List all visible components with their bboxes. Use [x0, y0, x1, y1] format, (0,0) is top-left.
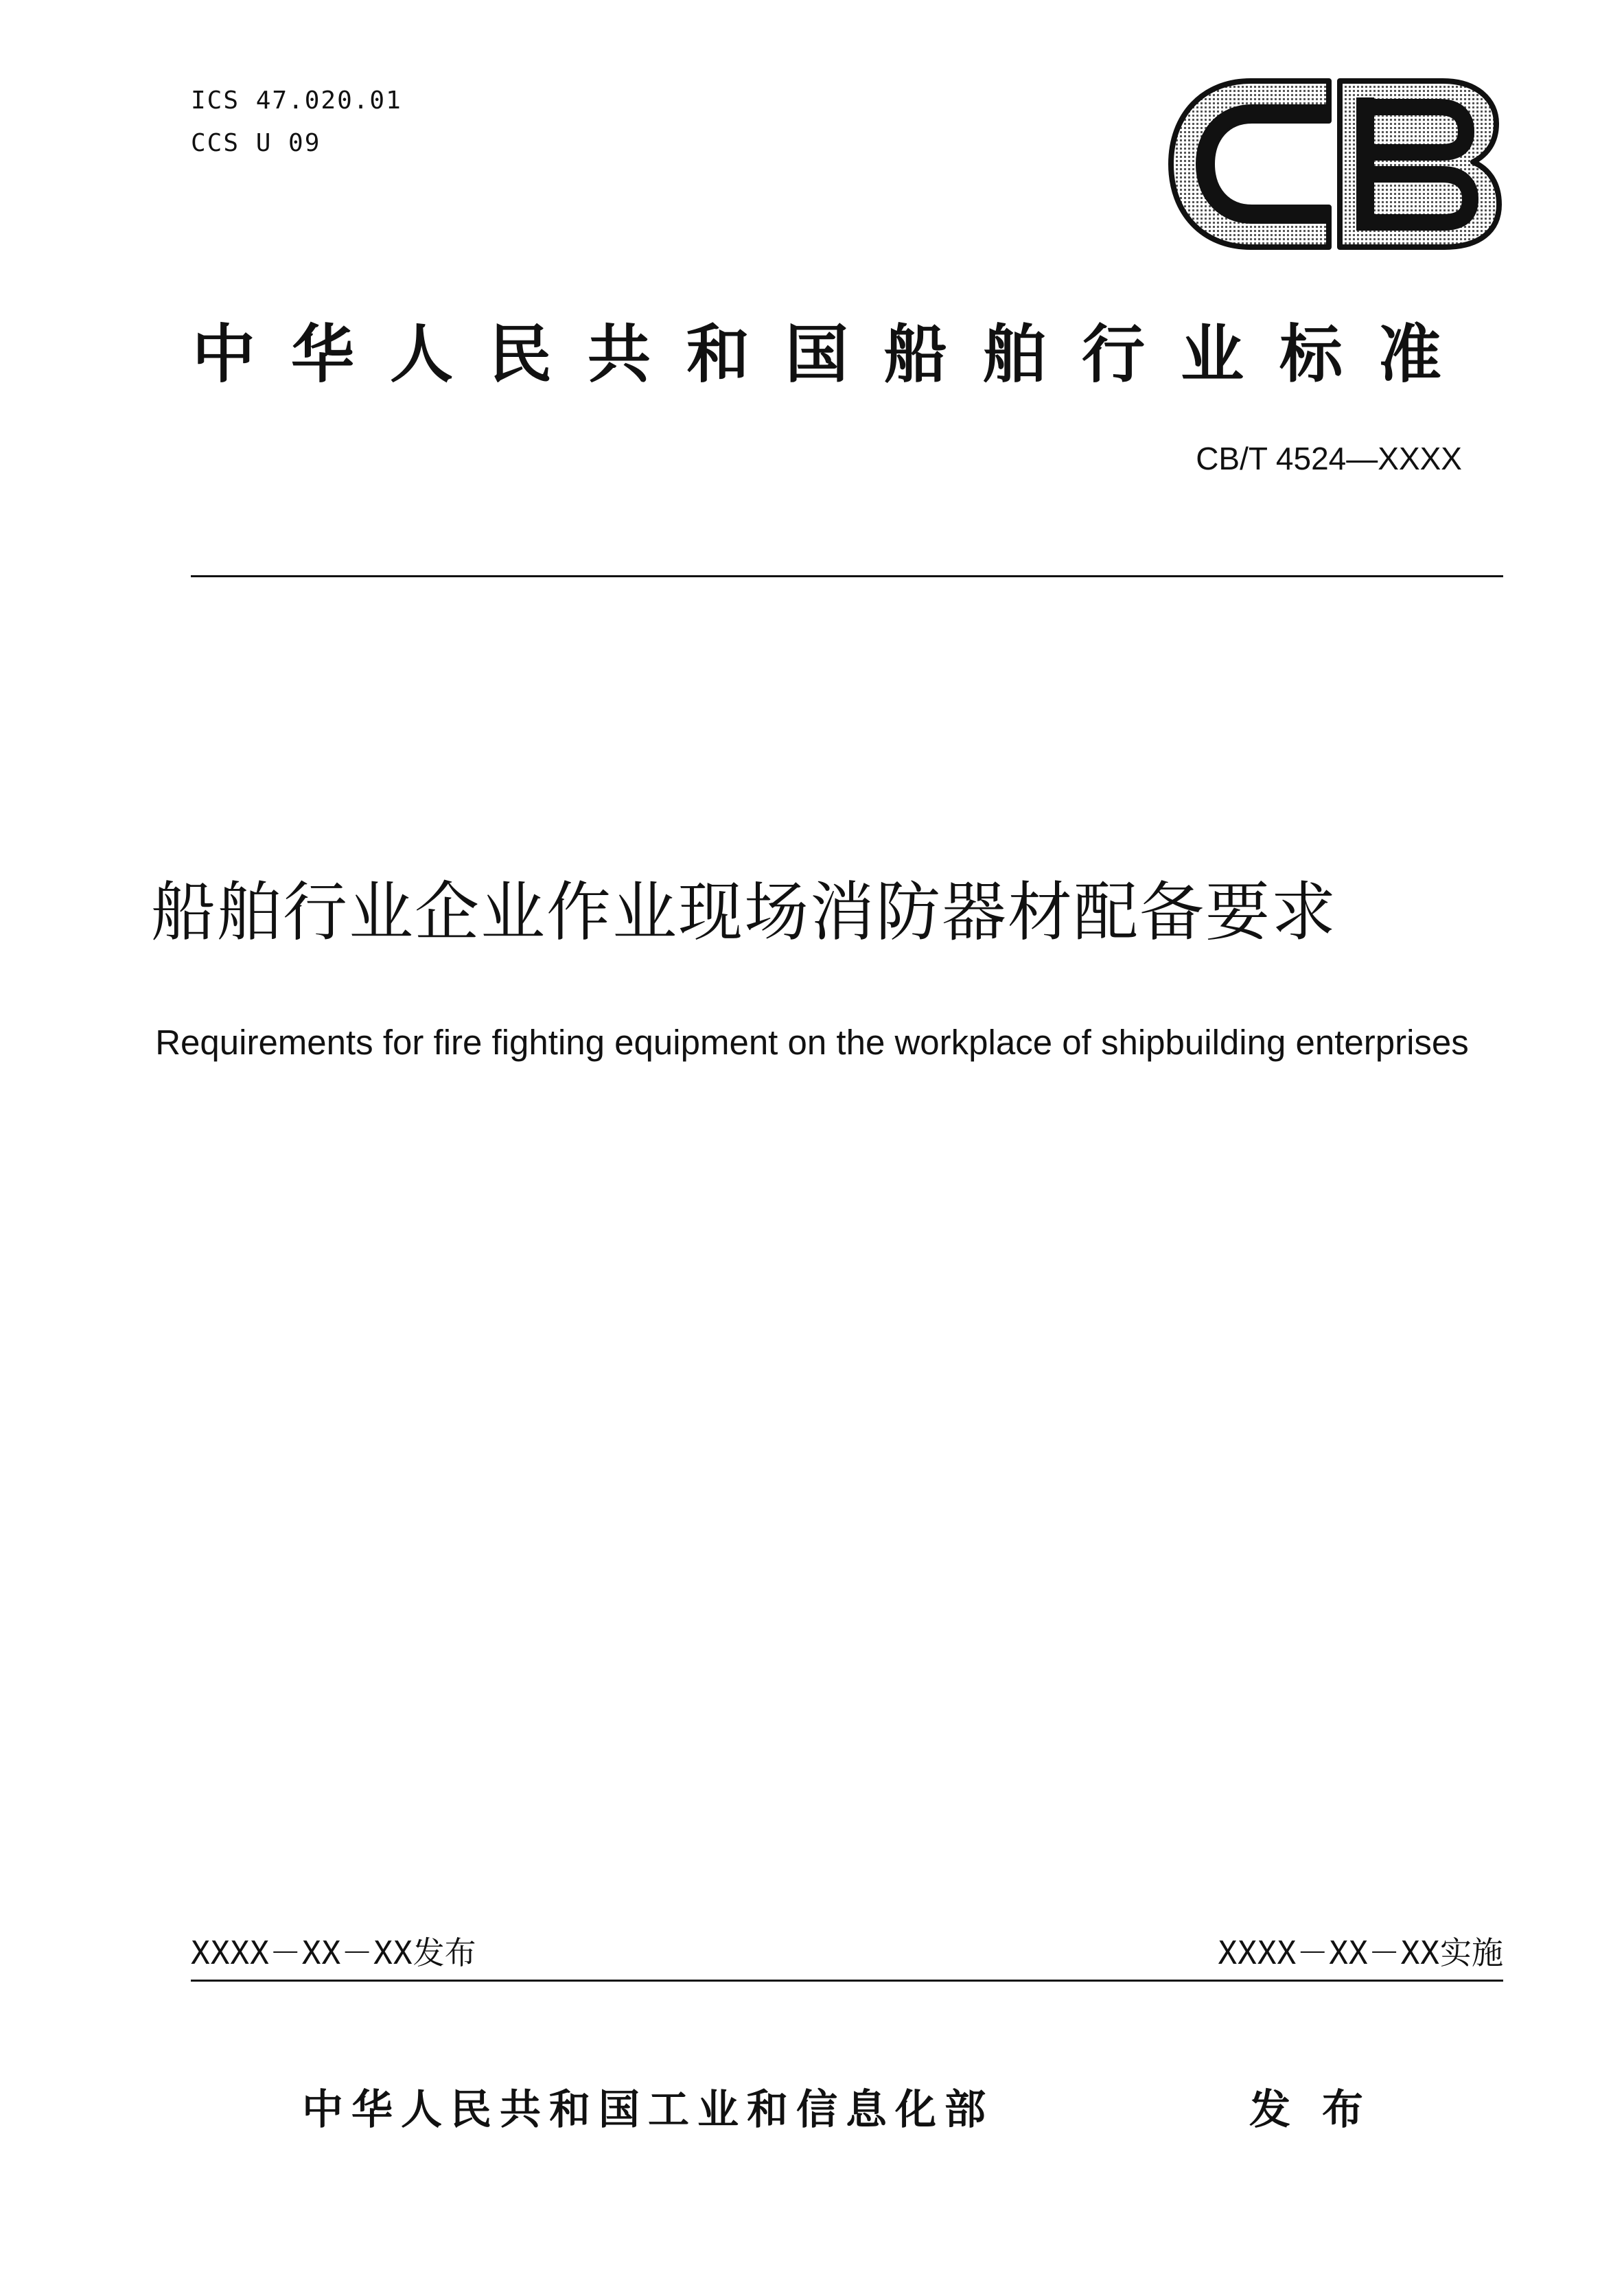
- dates-divider: [191, 1980, 1503, 1982]
- issue-label: 发布: [413, 1934, 476, 1971]
- issuing-authority: 中华人民共和国工业和信息化部: [302, 2086, 994, 2134]
- document-title-chinese: 船舶行业企业作业现场消防器材配备要求: [151, 875, 1338, 950]
- header-divider: [191, 575, 1503, 577]
- ccs-code: CCS U 09: [191, 129, 321, 157]
- implementation-label: 实施: [1440, 1934, 1503, 1971]
- cb-logo: [1167, 77, 1503, 251]
- standard-type-heading: 中华人民共和国船舶行业标准: [192, 318, 1478, 391]
- implementation-date: XXXX－XX－XX: [1218, 1934, 1440, 1971]
- ics-code: ICS 47.020.01: [191, 86, 402, 115]
- issue-date-line: [191, 1932, 476, 1973]
- publish-label: 发布: [1249, 2086, 1395, 2134]
- document-title-english: Requirements for fire fighting equipment on the workplace of shipbuilding enterprises: [155, 1023, 1469, 1062]
- issue-date: XXXX－XX－XX: [191, 1934, 413, 1971]
- implementation-date-line: [1218, 1932, 1503, 1973]
- classification-codes: [191, 80, 402, 165]
- standard-number: CB/T 4524—XXXX: [1196, 441, 1462, 476]
